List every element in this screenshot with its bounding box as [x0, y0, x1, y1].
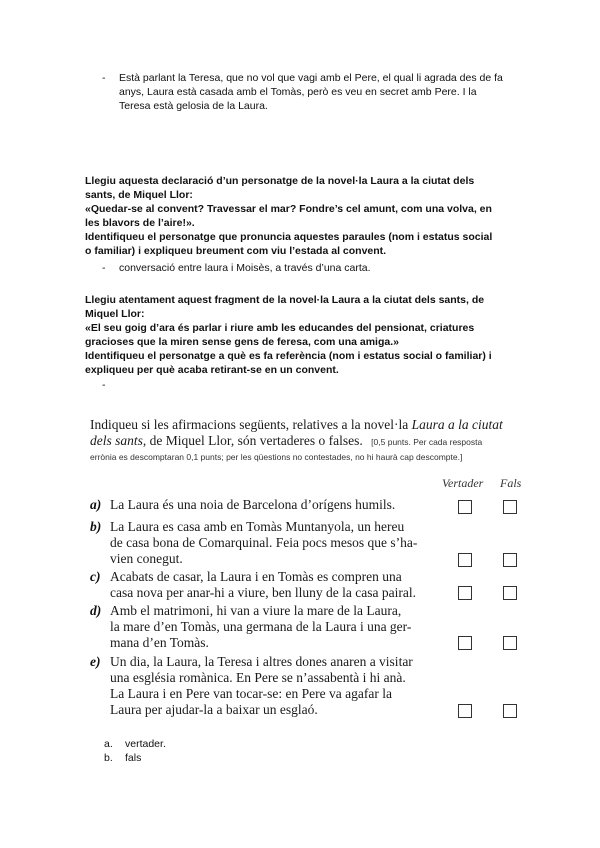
- column-true: Vertader: [442, 476, 484, 490]
- text-line: o familiar) i expliqueu breument com viu l’estada al convent.: [85, 245, 387, 257]
- item-d-text: [110, 603, 450, 651]
- item-letter: c): [90, 569, 101, 584]
- text-line: vien conegut.: [110, 551, 183, 566]
- item-letter: e): [90, 654, 101, 669]
- text-line: Identifiqueu el personatge que pronuncia aquestes paraules (nom i estatus social: [85, 231, 493, 243]
- question-1-answer: conversació entre laura i Moisès, a través d’una carta.: [119, 262, 371, 274]
- answer-b-text: fals: [125, 752, 142, 764]
- item-d-true-checkbox[interactable]: [458, 636, 472, 650]
- item-c-true-checkbox[interactable]: [458, 586, 472, 600]
- text-line: gracioses que la miren sense gens de feresa, com una amiga.»: [85, 336, 399, 348]
- item-e-text: [110, 654, 450, 718]
- column-false: Fals: [500, 476, 522, 490]
- text-line: expliqueu per què acaba retirant-se en un convent.: [85, 364, 339, 376]
- question-1: [85, 174, 555, 258]
- item-letter: d): [90, 603, 102, 618]
- item-a-text: [110, 497, 445, 513]
- text-line: una església romànica. En Pere se n’assabentà i hi anà.: [110, 670, 406, 685]
- text-line: mana d’en Tomàs.: [110, 635, 209, 650]
- text-line: Llegiu aquesta declaració d’un personatge de la novel·la Laura a la ciutat dels: [85, 175, 475, 187]
- text-line: Està parlant la Teresa, que no vol que vagi amb el Pere, el qual li agrada des de fa: [119, 72, 503, 84]
- text-line: Indiqueu si les afirmacions següents, relatives a la novel·la Laura a la ciutat: [90, 417, 503, 432]
- answer-dash: -: [102, 379, 106, 391]
- text-line: Amb el matrimoni, hi van a viure la mare de la Laura,: [110, 603, 402, 618]
- item-a-false-checkbox[interactable]: [503, 500, 517, 514]
- answer-dash: -: [102, 262, 106, 274]
- answer-marker: a.: [104, 738, 113, 750]
- text-line: de casa bona de Comarquinal. Feia pocs mesos que s’ha-: [110, 535, 418, 550]
- question-2: [85, 293, 555, 377]
- text-line: «El seu goig d’ara és parlar i riure amb les educandes del pensionat, criatures: [85, 322, 475, 334]
- question-3-intro: [90, 417, 540, 450]
- text-line: La Laura es casa amb en Tomàs Muntanyola, un hereu: [110, 519, 405, 534]
- item-letter: b): [90, 519, 102, 534]
- points-note: errònia es descomptaran 0,1 punts; per les qüestions no contestades, no hi haurà cap descompte.]: [90, 452, 463, 462]
- text-line: Acabats de casar, la Laura i en Tomàs es compren una: [110, 569, 402, 584]
- item-c-false-checkbox[interactable]: [503, 586, 517, 600]
- item-b-text: [110, 519, 450, 567]
- text-line: La Laura i en Pere van tocar-se: en Pere va agafar la: [110, 686, 392, 701]
- item-a-true-checkbox[interactable]: [458, 500, 472, 514]
- intro-bullet-text: [119, 71, 559, 113]
- text-line: Identifiqueu el personatge a què es fa referència (nom i estatus social o familiar) i: [85, 350, 492, 362]
- text-line: Teresa està gelosia de la Laura.: [119, 100, 268, 112]
- item-d-false-checkbox[interactable]: [503, 636, 517, 650]
- item-e-false-checkbox[interactable]: [503, 704, 517, 718]
- text-line: «Quedar-se al convent? Travessar el mar? Fondre’s cel amunt, com una volva, en: [85, 203, 492, 215]
- item-b-false-checkbox[interactable]: [503, 553, 517, 567]
- text-line: La Laura és una noia de Barcelona d’orígens humils.: [110, 497, 396, 512]
- text-line: Miquel Llor:: [85, 308, 145, 320]
- text-line: casa nova per anar-hi a viure, ben lluny de la casa pairal.: [110, 585, 416, 600]
- item-c-text: [110, 569, 450, 601]
- bullet-dash: -: [102, 72, 106, 84]
- item-letter: a): [90, 497, 102, 512]
- text-line: Llegiu atentament aquest fragment de la novel·la Laura a la ciutat dels sants, de: [85, 294, 485, 306]
- text-line: la mare d’en Tomàs, una germana de la Laura i una ger-: [110, 619, 412, 634]
- text-line: Un dia, la Laura, la Teresa i altres dones anaren a visitar: [110, 654, 413, 669]
- text-line: anys, Laura està casada amb el Tomàs, però es veu en secret amb Pere. I la: [119, 86, 477, 98]
- text-line: les blavors de l’aire!».: [85, 217, 195, 229]
- text-line: Laura per ajudar-la a baixar un esglaó.: [110, 702, 318, 717]
- item-e-true-checkbox[interactable]: [458, 704, 472, 718]
- answer-marker: b.: [104, 752, 113, 764]
- text-line: dels sants, de Miquel Llor, són vertaderes o falses. [0,5 punts. Per cada resposta: [90, 433, 483, 448]
- text-line: sants, de Miquel Llor:: [85, 189, 193, 201]
- item-b-true-checkbox[interactable]: [458, 553, 472, 567]
- answer-a-text: vertader.: [125, 738, 166, 750]
